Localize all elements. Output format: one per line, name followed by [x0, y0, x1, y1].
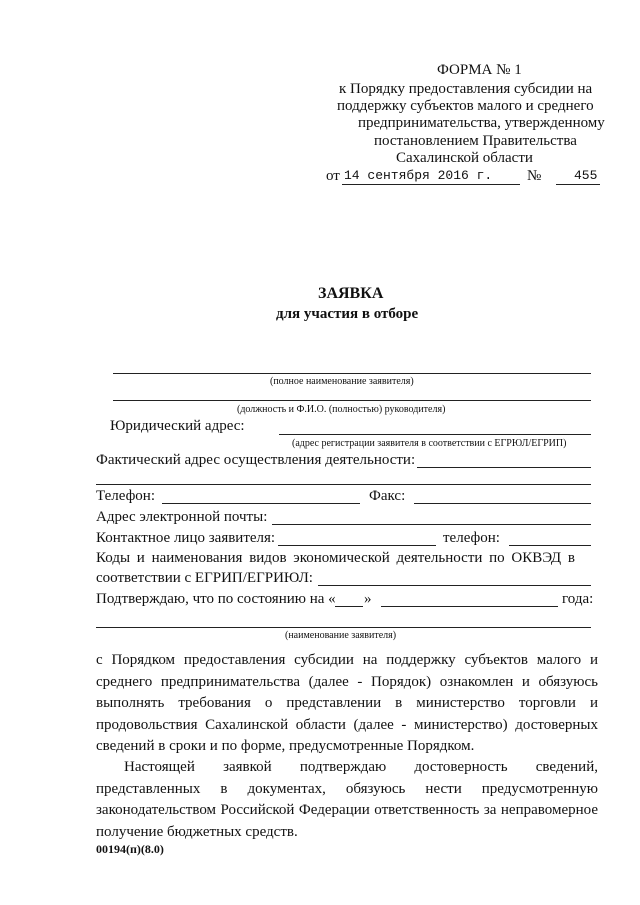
form-number: ФОРМА № 1 — [437, 62, 522, 78]
email-field[interactable] — [272, 524, 591, 525]
actual-address-field-2[interactable] — [96, 484, 591, 485]
actual-address-label: Фактический адрес осуществления деятельности: — [96, 452, 416, 468]
contact-phone-label: телефон: — [443, 530, 500, 546]
confirm-day-field[interactable] — [335, 606, 363, 607]
fax-label: Факс: — [369, 488, 406, 504]
number-underline — [556, 184, 600, 185]
okved-line-2: соответствии с ЕГРИП/ЕГРИЮЛ: — [96, 570, 313, 586]
email-label: Адрес электронной почты: — [96, 509, 268, 525]
confirm-year: года: — [562, 591, 594, 607]
number-value: 455 — [574, 168, 598, 183]
phone-field[interactable] — [162, 503, 360, 504]
footer-code: 00194(п)(8.0) — [96, 842, 164, 856]
applicant-name-caption: (полное наименование заявителя) — [270, 376, 414, 387]
document-title: ЗАЯВКА — [318, 285, 384, 302]
header-ref-line-1: к Порядку предоставления субсидии на — [339, 81, 593, 97]
header-ref-line-5: Сахалинской области — [396, 150, 533, 166]
head-field[interactable] — [113, 400, 591, 401]
legal-address-caption: (адрес регистрации заявителя в соответствии с ЕГРЮЛ/ЕГРИП) — [292, 438, 567, 449]
paragraph-declaration: Настоящей заявкой подтверждаю достоверность сведений, представленных в документах, обязуюсь нести предусмотренную законодательством Российской Федерации ответственность за неправомерное получение бюджетных средств. — [96, 759, 598, 840]
confirm-prefix: Подтверждаю, что по состоянию на « — [96, 591, 336, 607]
applicant-name-field[interactable] — [113, 373, 591, 374]
contact-field[interactable] — [278, 545, 436, 546]
legal-address-field[interactable] — [279, 434, 591, 435]
phone-label: Телефон: — [96, 488, 155, 504]
fax-field[interactable] — [414, 503, 591, 504]
okved-line-1: Коды и наименования видов экономической деятельности по ОКВЭД в — [96, 550, 575, 566]
actual-address-field[interactable] — [417, 467, 591, 468]
legal-address-label: Юридический адрес: — [110, 418, 245, 434]
confirm-month-field[interactable] — [381, 606, 558, 607]
contact-label: Контактное лицо заявителя: — [96, 530, 276, 546]
document-subtitle: для участия в отборе — [276, 306, 419, 322]
paragraph-acknowledgement: с Порядком предоставления субсидии на поддержку субъектов малого и среднего предпринимательства (далее - Порядок) ознакомлен и обязуюсь выполнять требования о представлении в министерство торговли и продовольствия Сахалинской области (далее - министерство) достоверных сведений в сроки и по форме, предусмотренные Порядком. — [96, 652, 598, 754]
date-underline — [342, 184, 520, 185]
date-value: 14 сентября 2016 г. — [344, 168, 493, 183]
okved-field[interactable] — [318, 585, 591, 586]
header-ref-line-4: постановлением Правительства — [374, 133, 577, 149]
contact-phone-field[interactable] — [509, 545, 591, 546]
confirm-quote-close: » — [364, 591, 372, 607]
applicant-caption-2: (наименование заявителя) — [285, 630, 397, 641]
header-ref-line-3: предпринимательства, утвержденному — [358, 115, 605, 131]
header-ref-line-2: поддержку субъектов малого и среднего — [337, 98, 594, 114]
number-prefix: № — [527, 168, 542, 184]
applicant-name-field-2[interactable] — [96, 627, 591, 628]
head-caption: (должность и Ф.И.О. (полностью) руководителя) — [237, 404, 446, 415]
date-prefix: от — [326, 168, 340, 184]
